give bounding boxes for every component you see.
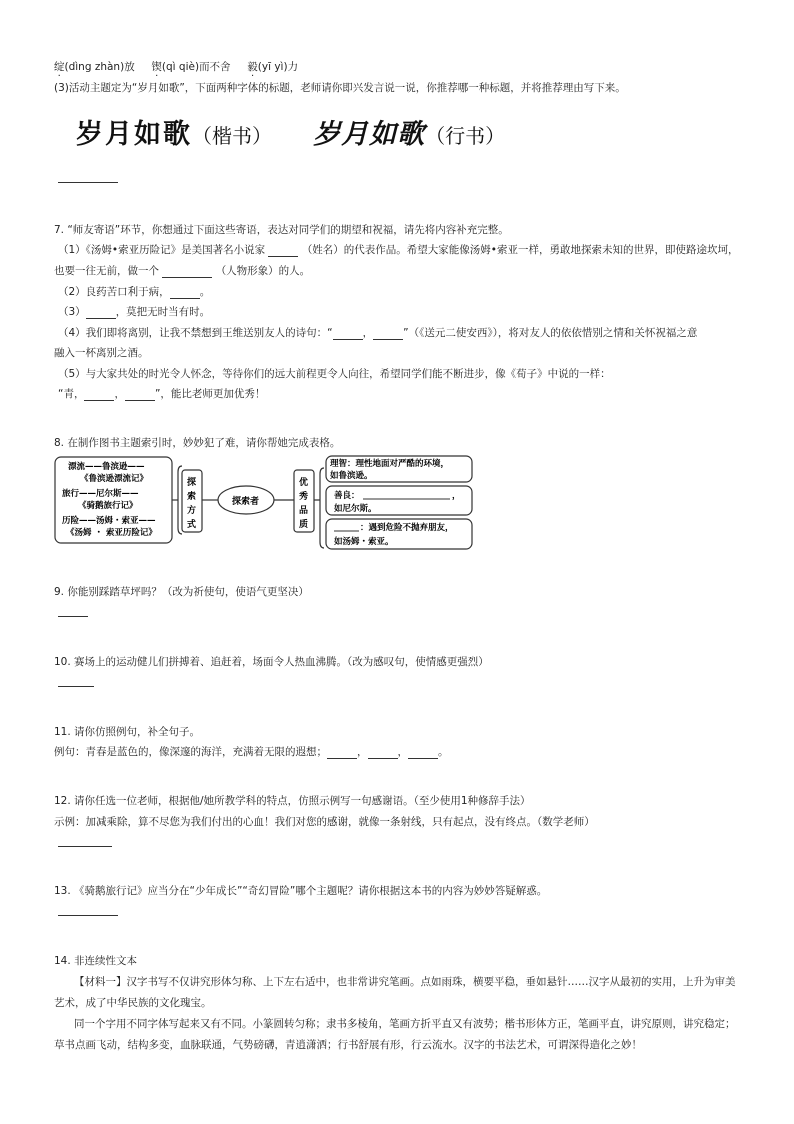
q7-s3-text-b: ，莫把无时当有时。 (115, 306, 211, 318)
q7-s4-text-a: （4）我们即将离别，让我不禁想到王维送别友人的诗句：“ (58, 327, 333, 339)
quality-1-line-2: 如鲁滨逊。 (330, 471, 373, 481)
xingshu-title: 岁月如歌 (313, 119, 426, 150)
left-line-2: 《鲁滨逊漂流记》 (80, 474, 149, 484)
q7-s1-text-c: 也要一往无前，做一个 (54, 265, 159, 277)
word-3-rest: 力 (287, 61, 299, 73)
q7-s1-line1 (58, 243, 739, 257)
word-3-pinyin: (yī yì) (257, 61, 288, 73)
q10-title: 10. 赛场上的运动健儿们拼搏着、追赶着，场面令人热血沸腾。（改为感叹句，使情感更强烈） (54, 656, 489, 668)
q7-s5-text-d: ”，能比老师更加优秀！ (154, 388, 266, 400)
q7-s1-text-a: （1）《汤姆•索亚历险记》是美国著名小说家 (58, 244, 266, 256)
left-line-3: 旅行——尼尔斯—— (62, 489, 139, 499)
q7-s4-text-c: ”（《送元二使安西》），将对友人的依依惜别之情和关怀祝福之意 (403, 327, 698, 339)
q7-title: 7. “师友寄语”环节，你想通过下面这些寄语，表达对同学们的期望和祝福，请先将内容补充完整。 (54, 224, 509, 236)
q7-blank-5b[interactable] (125, 389, 155, 401)
q11-example (54, 745, 449, 759)
q7-s5-line1: （5）与大家共处的时光令人怀念，等待你们的远大前程更令人向往，希望同学们能不断进步，像《荀子》中说的一样： (58, 368, 611, 380)
q7-s2 (58, 285, 210, 299)
q14-para-1-line-1: 【材料一】汉字书写不仅讲究形体匀称、上下左右适中，也非常讲究笔画。点如雨珠，横要平稳，垂如悬针……汉字从最初的实用，上升为审美 (74, 976, 736, 988)
youxiu-char-4: 质 (299, 520, 309, 530)
q7-blank-2[interactable] (170, 287, 200, 299)
q7-s3-text-a: （3） (58, 306, 86, 318)
q7-s5-line2 (58, 387, 265, 401)
q7-blank-image[interactable] (162, 266, 212, 278)
bracket-left (178, 466, 182, 534)
q11-sep-2: ， (397, 746, 408, 758)
q7-blank-5a[interactable] (84, 389, 114, 401)
bracket-right (314, 468, 324, 548)
q7-s2-text: （2）良药苦口利于病， (58, 286, 170, 298)
q8-diagram (54, 452, 478, 554)
word-2-rest: 而不舍 (199, 61, 231, 73)
q7-s5-text-b: “青， (58, 388, 85, 400)
q14-para-2-line-1: 同一个字用不同字体写起来又有不同。小篆圆转匀称；隶书多棱角，笔画方折平直又有波势；楷书形体方正，笔画平直，讲究原则，讲究稳定； (74, 1018, 736, 1030)
word-1-rest: 放 (124, 61, 135, 73)
calligraphy-titles (76, 112, 505, 151)
q11-blank-1[interactable] (327, 747, 357, 759)
tansuo-char-2: 索 (187, 492, 197, 502)
q7-s4-text-b: ， (362, 327, 374, 339)
q7-blank-3[interactable] (86, 307, 116, 319)
kaishu-label: （楷书） (192, 124, 272, 148)
tansuo-char-4: 式 (187, 520, 197, 530)
q8-title: 8. 在制作图书主题索引时，妙妙犯了难，请你帮她完成表格。 (54, 437, 341, 449)
left-line-6: 《汤姆 ・ 索亚历险记》 (66, 528, 157, 538)
answer-line-q9[interactable] (58, 616, 88, 617)
youxiu-char-1: 优 (299, 478, 309, 488)
answer-line-q13[interactable] (58, 915, 118, 916)
q11-end: 。 (438, 746, 449, 758)
q7-s2-end: 。 (199, 286, 211, 298)
q7-s3 (58, 305, 210, 319)
q7-s4-line2: 融入一杯离别之酒。 (54, 347, 149, 359)
q12-title: 12. 请你任选一位老师，根据他/她所教学科的特点，仿照示例写一句感谢语。（至少使用1种修辞手法） (54, 795, 531, 807)
answer-line-q12[interactable] (58, 846, 112, 847)
q11-blank-3[interactable] (408, 747, 438, 759)
q11-blank-2[interactable] (368, 747, 398, 759)
word-1-pinyin: (dìng zhàn) (64, 61, 125, 73)
pinyin-line (54, 60, 298, 74)
q14-para-2-line-2: 草书点画飞动，结构多变，血脉联通，气势磅礴，青逍潇洒；行书舒展有形，行云流水。汉字的书法艺术，可谓深得造化之妙！ (54, 1039, 642, 1051)
kaishu-title: 岁月如歌 (76, 119, 192, 150)
q11-sep-1: ， (357, 746, 368, 758)
q7-blank-author[interactable] (268, 245, 298, 257)
answer-line-q3[interactable] (58, 182, 118, 183)
q11-example-text: 例句：青春是蓝色的，像深邃的海洋，充满着无限的遐想； (54, 746, 327, 758)
tansuo-char-1: 探 (187, 478, 197, 488)
youxiu-char-2: 秀 (299, 492, 309, 502)
tansuo-char-3: 方 (187, 506, 197, 516)
q7-s4-line1 (58, 326, 697, 340)
word-2-char: 锲 (151, 61, 162, 73)
q7-s5-text-c: ， (114, 388, 125, 400)
quality-1-line-1: 理智：理性地面对严酷的环境， (330, 459, 450, 469)
q13-title: 13. 《骑鹅旅行记》应当分在“少年成长”“奇幻冒险”哪个主题呢？请你根据这本书的内容为妙妙答疑解惑。 (54, 885, 548, 897)
xingshu-label: （行书） (425, 124, 506, 148)
left-line-5: 历险——汤姆・索亚—— (62, 516, 156, 526)
left-line-4: 《骑鹅旅行记》 (78, 501, 138, 511)
left-line-1: 漂流——鲁滨逊—— (68, 462, 145, 472)
q9-title: 9. 你能别踩踏草坪吗？（改为祈使句，使语气更坚决） (54, 586, 309, 598)
quality-3-line-2: 如汤姆・索亚。 (334, 537, 394, 547)
youxiu-char-3: 品 (299, 506, 309, 516)
question-3-text: (3)活动主题定为“岁月如歌”，下面两种字体的标题，老师请你即兴发言说一说，你推荐哪一种标题，并将推荐理由写下来。 (54, 82, 626, 94)
q7-s1-text-b: （姓名）的代表作品。希望大家能像汤姆•索亚一样，勇敢地探索未知的世界，即使路途坎坷， (301, 244, 739, 256)
q12-example: 示例：加减乘除，算不尽您为我们付出的心血！我们对您的感谢，就像一条射线，只有起点，没有终点。（数学老师） (54, 816, 595, 828)
word-1-char: 绽 (54, 61, 65, 73)
explorer-label: 探索者 (232, 497, 260, 507)
answer-line-q10[interactable] (58, 686, 94, 687)
quality-2-label: 善良： (334, 491, 360, 501)
quality-2-comma: ， (452, 491, 461, 501)
quality-3-line-1: ：遇到危险不抛弃朋友， (360, 523, 454, 533)
q14-title: 14. 非连续性文本 (54, 955, 138, 967)
q7-s1-text-d: （人物形象）的人。 (215, 265, 311, 277)
word-2-pinyin: (qì qiè) (161, 61, 200, 73)
word-3-char: 毅 (247, 61, 258, 73)
q7-s1-line2 (54, 264, 310, 278)
quality-2-line-2: 如尼尔斯。 (334, 504, 377, 514)
q7-blank-4b[interactable] (373, 328, 403, 340)
q11-title: 11. 请你仿照例句，补全句子。 (54, 726, 201, 738)
q7-blank-4a[interactable] (333, 328, 363, 340)
q14-para-1-line-2: 艺术，成了中华民族的文化瑰宝。 (54, 997, 212, 1009)
